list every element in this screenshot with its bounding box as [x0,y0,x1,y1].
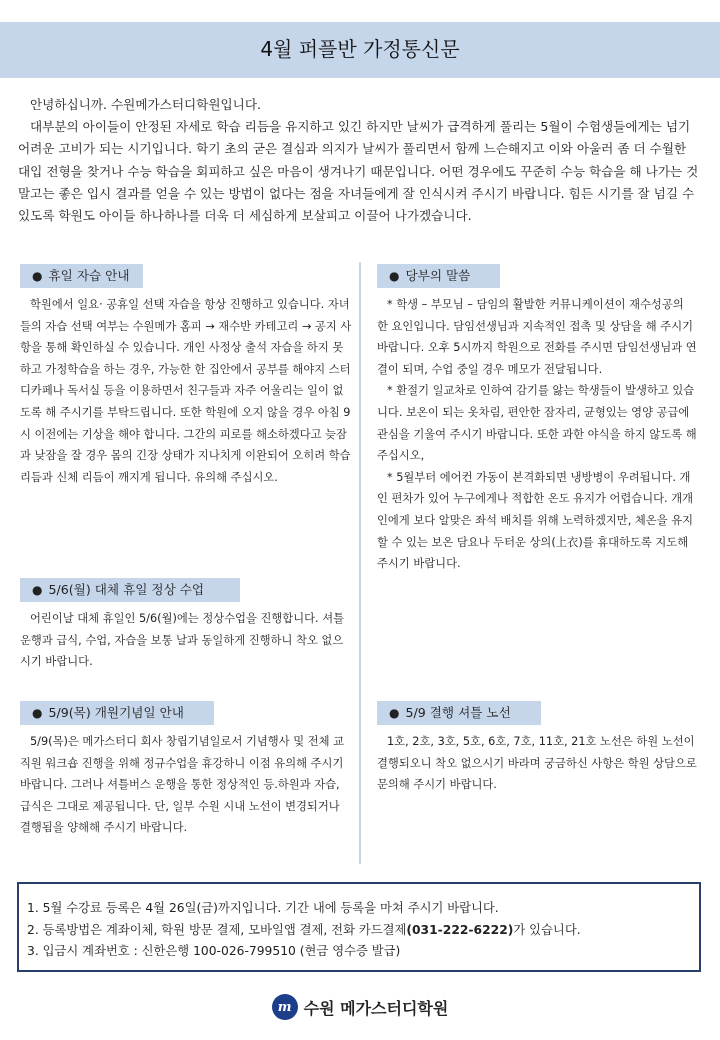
section-holiday-study [20,264,352,488]
intro-text [18,94,702,227]
notice-line: 2. 등록방법은 계좌이체, 학원 방문 결제, 모바일앱 결제, 전화 카드결제(031-222-6222)가 있습니다. [27,922,581,937]
section-heading: ● 5/6(월) 대체 휴일 정상 수업 [20,578,240,602]
notice-line: 3. 입금시 계좌번호 : 신한은행 100-026-799510 (현금 영수증 발급) [27,944,401,959]
registration-notice [17,882,701,972]
section-heading: ● 당부의 말씀 [377,264,500,288]
bullet-icon: ● [389,269,400,283]
section-heading: ● 5/9 결행 셔틀 노선 [377,701,541,725]
academy-name: 수원 메가스터디학원 [303,998,449,1018]
section-request [377,264,697,575]
notice-line: 1. 5월 수강료 등록은 4월 26일(금)까지입니다. 기간 내에 등록을 마쳐 주시기 바랍니다. [27,901,499,915]
section-substitute-holiday [20,578,352,673]
column-divider [359,262,361,864]
intro-greeting: 안녕하십니까. 수원메가스터디학원입니다. [30,97,261,112]
section-body: 5/9(목)은 메가스터디 회사 창립기념일로서 기념행사 및 전체 교직원 워크숍 진행을 위해 정규수업을 휴강하니 이점 유의해 주시기 바랍니다. 그러나 셔틀버스 운행을 통한 정상적인 등.하원과 자습, 급식은 그대로 제공됩니다. 단, 일부 수원 시내 노선이 변경되거나 결행됨을 양해해 주시기 바랍니다. [20,735,345,835]
section-body: 1호, 2호, 3호, 5호, 6호, 7호, 11호, 21호 노선은 하원 노선이 결행되오니 착오 없으시기 바라며 궁금하신 사항은 학원 상담으로 문의해 주시기 바랍니다. [377,735,697,792]
section-paragraph: * 5월부터 에어컨 가동이 본격화되면 냉방병이 우려됩니다. 개인 편차가 있어 누구에게나 적합한 온도 유지가 어렵습니다. 개개인에게 보다 알맞은 좌석 배치를 위해 노력하겠지만, 체온을 유지할 수 있는 보온 담요나 두터운 상의(上衣)를 휴대하도록 지도해 주시기 바랍니다. [377,470,694,571]
title-bar [0,22,720,78]
bullet-icon: ● [389,706,400,720]
section-heading: ● 5/9(목) 개원기념일 안내 [20,701,214,725]
intro-paragraph: 대부분의 아이들이 안정된 자세로 학습 리듬을 유지하고 있긴 하지만 날씨가 급격하게 풀리는 5월이 수험생들에게는 넘기 어려운 고비가 되는 시기입니다. 학기 초의 굳은 결심과 의지가 날씨가 풀리면서 함께 느슨해지고 이와 아울러 좀 더 수월한 대입 전형을 찾거나 수능 학습을 회피하고 싶은 마음이 생겨나기 때문입니다. 어떤 경우에도 꾸준히 수능 학습을 해 나가는 것 말고는 좋은 입시 결과를 얻을 수 있는 방법이 없다는 점을 자녀들에게 잘 인식시켜 주시기 바랍니다. 힘든 시기를 잘 넘길 수 있도록 학원도 아이들 하나하나를 더욱 더 세심하게 보살피고 이끌어 나가겠습니다. [18,119,699,224]
footer-logo [0,992,720,1022]
bullet-icon: ● [32,583,43,597]
bullet-icon: ● [32,269,43,283]
section-body: 학원에서 일요· 공휴일 선택 자습을 항상 진행하고 있습니다. 자녀들의 자습 선택 여부는 수원메가 홈피 → 재수반 카테고리 → 공지 사항을 통해 확인하실 수 있습니다. 개인 사정상 출석 자습을 하지 못하고 가정학습을 하는 경우, 가능한 한 집안에서 공부를 해야지 스터디카페나 독서실 등을 이용하면서 친구들과 자주 어울리는 일이 없도록 해 주시기를 부탁드립니다. 또한 학원에 오지 않을 경우 아침 9시 이전에는 기상을 해야 합니다. 그간의 피로를 해소하겠다고 늦잠과 낮잠을 잘 경우 몸의 긴장 상태가 지나치게 이완되어 오히려 학습 리듬과 신체 리듬이 깨지게 됩니다. 유의해 주십시오. [20,298,352,484]
page-title: 4월 퍼플반 가정통신문 [260,37,460,61]
section-shuttle [377,701,697,796]
section-paragraph: * 환절기 일교차로 인하여 감기를 앓는 학생들이 발생하고 있습니다. 보온이 되는 옷차림, 편안한 잠자리, 균형있는 영양 공급에 관심을 기울여 주시기 바랍니다. 또한 과한 야식을 하지 않도록 해 주십시오, [377,384,697,463]
bullet-icon: ● [32,706,43,720]
phone-number: (031-222-6222) [406,922,514,937]
section-paragraph: * 학생 – 부모님 – 담임의 활발한 커뮤니케이션이 재수성공의 한 요인입니다. 담임선생님과 지속적인 접촉 및 상담을 해 주시기 바랍니다. 오후 5시까지 학원으로 전화를 주시면 담임선생님과 연결이 되며, 수업 중일 경우 메모가 전달됩니다. [377,298,697,376]
section-body: 어린이날 대체 휴일인 5/6(월)에는 정상수업을 진행합니다. 셔틀 운행과 급식, 수업, 자습을 보통 날과 동일하게 진행하니 착오 없으시기 바랍니다. [20,612,345,669]
section-founding-day [20,701,352,839]
logo-icon: m [272,994,298,1020]
section-heading: ● 휴일 자습 안내 [20,264,143,288]
